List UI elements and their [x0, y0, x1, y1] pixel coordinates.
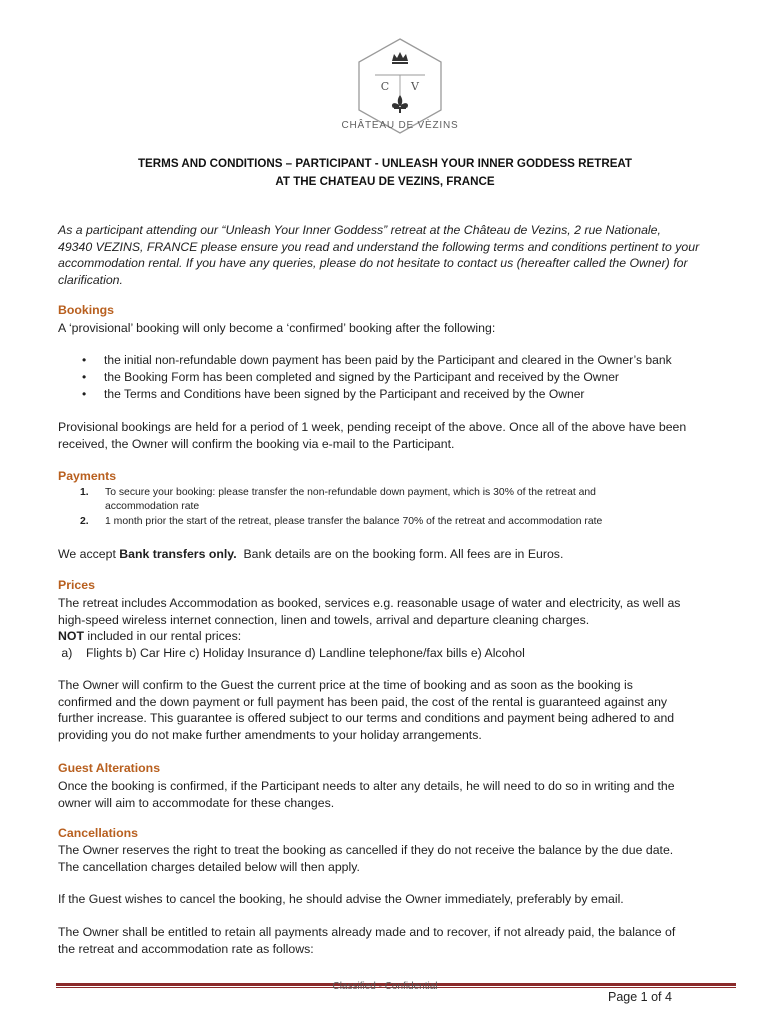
payments-item-1: 1. To secure your booking: please transfer the non-refundable down payment, which is 30% of the retreat and accommodation rate — [80, 487, 596, 512]
logo-wordmark: CHÂTEAU DE VÈZINS — [341, 120, 459, 131]
cancellations-paragraph-3: The Owner shall be entitled to retain all payments already made and to recover, if not already paid, the balance of the retreat and accommodation rate as follows: — [58, 925, 676, 956]
fleur-de-lis-icon — [392, 95, 408, 113]
page-number: Page 1 of 4 — [608, 990, 672, 1004]
section-heading-cancellations: Cancellations — [58, 826, 138, 840]
bookings-lead: A ‘provisional’ booking will only become a ‘confirmed’ booking after the following: — [58, 321, 496, 335]
bookings-paragraph: Provisional bookings are held for a period of 1 week, pending receipt of the above. Once all of the above have been received, the Owner will confirm the booking via e-mail to the Participant. — [58, 420, 687, 451]
logo-letter-c: C — [380, 80, 390, 93]
crown-icon — [392, 52, 408, 61]
payments-item-2: 2. 1 month prior the start of the retreat, please transfer the balance 70% of the retreat and accommodation rate — [80, 516, 603, 527]
section-heading-bookings: Bookings — [58, 303, 115, 317]
prices-guarantee-paragraph: The Owner will confirm to the Guest the current price at the time of booking and as soon as the booking is confirmed and the down payment or full payment has been paid, the cost of the rental is guaranteed against any further increase. This guarantee is offered subject to our terms and conditions and payment being adhered to and providing you do not make further amendments to your holiday arrangements. — [58, 678, 675, 742]
list-item: • the Booking Form has been completed and signed by the Participant and received by the Owner — [80, 369, 672, 386]
payments-accept-line: We accept Bank transfers only. Bank details are on the booking form. All fees are in Euros. — [58, 547, 564, 561]
bookings-bullet-list — [80, 352, 672, 403]
logo-letter-v: V — [411, 80, 419, 93]
classification-label: Classified - Confidential — [332, 981, 438, 992]
intro-paragraph: As a participant attending our “Unleash Your Inner Goddess” retreat at the Château de Vezins, 2 rue Nationale, 49340 VEZINS, FRANCE please ensure you read and understand the following terms and conditions pertinent to your accommodation rental. If you have any queries, please do not hesitate to contact us (hereafter called the Owner) for clarification. — [58, 223, 700, 287]
cancellations-paragraph-1: The Owner reserves the right to treat the booking as cancelled if they do not receive the balance by the due date. The cancellation charges detailed below will then apply. — [58, 843, 674, 874]
section-heading-prices: Prices — [58, 578, 95, 592]
section-heading-guest-alterations: Guest Alterations — [58, 761, 161, 775]
document-title-line-2: AT THE CHATEAU DE VEZINS, FRANCE — [275, 175, 495, 188]
section-heading-payments: Payments — [58, 469, 117, 483]
list-item: • the Terms and Conditions have been signed by the Participant and received by the Owner — [80, 386, 672, 403]
alterations-paragraph: Once the booking is confirmed, if the Participant needs to alter any details, he will need to do so in writing and the owner will aim to accommodate for these changes. — [58, 779, 675, 810]
prices-paragraph: The retreat includes Accommodation as booked, services e.g. reasonable usage of water and electricity, as well as high-speed wireless internet connection, linen and towels, arrival and departure cleaning charges. NOT included in our rental prices: a) Flights b) Car Hire c) Holiday Insurance d) Landline telephone/fax bills e) Alcohol — [58, 596, 681, 660]
list-item: • the initial non-refundable down payment has been paid by the Participant and cleared in the Owner’s bank — [80, 352, 672, 369]
cancellations-paragraph-2: If the Guest wishes to cancel the booking, he should advise the Owner immediately, preferably by email. — [58, 892, 624, 906]
document-title-line-1: TERMS AND CONDITIONS – PARTICIPANT - UNLEASH YOUR INNER GODDESS RETREAT — [137, 157, 633, 170]
